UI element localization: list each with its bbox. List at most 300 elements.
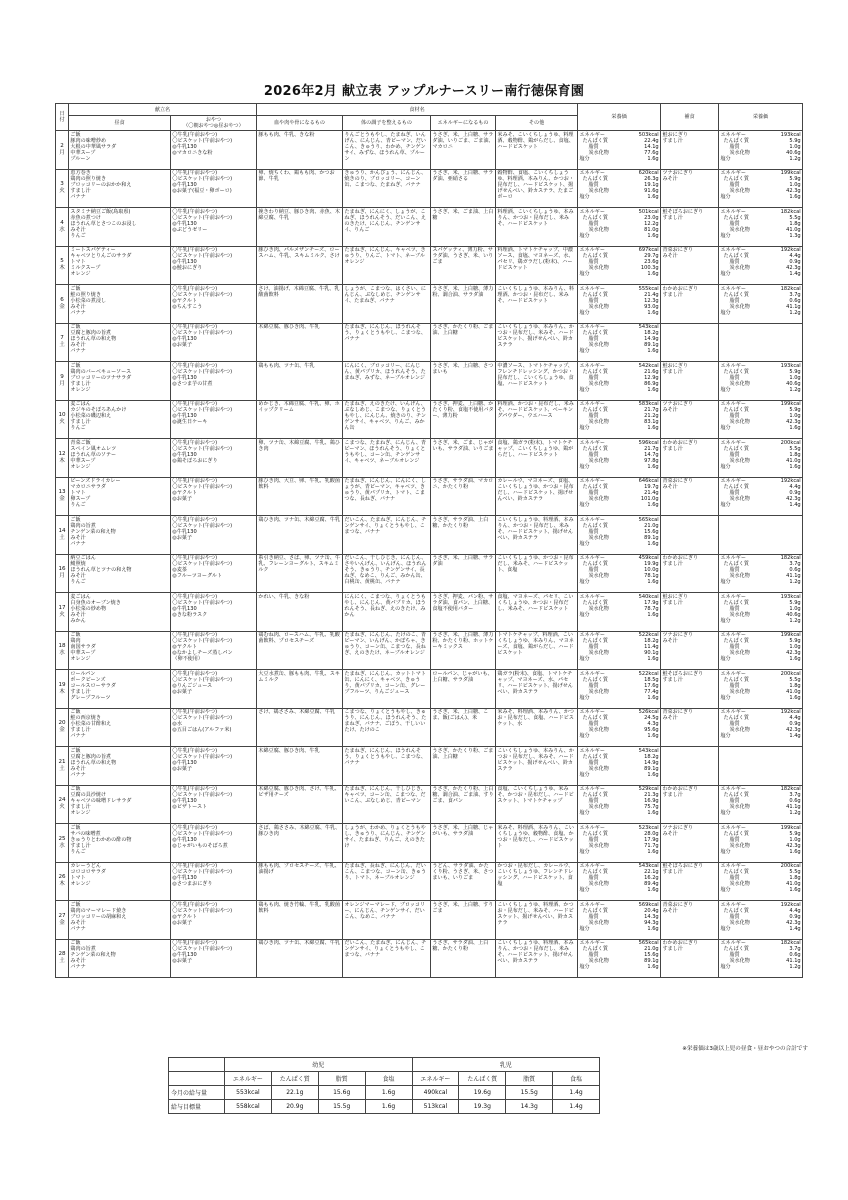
nutrition-label: 炭水化物: [588, 265, 609, 272]
snack-item: ◎牛乳130: [172, 451, 197, 458]
nutrition-value: 1.8g: [789, 682, 801, 689]
meal-item: 豆腐の具沙焼け: [70, 792, 107, 799]
nutrition-value: 21.7g: [644, 445, 659, 452]
nutrition-value: 1.6g: [647, 309, 659, 316]
nutrition-value: 501kcal: [638, 208, 659, 215]
summary-col: エネルギー: [225, 1072, 272, 1086]
condition-cell: だいこん、干しひじき、にんじん、さやいんげん、いんげん、ほうれんそう、きゅうり、チンゲンサイ、長ねぎ、なめこ、りんご、みかん缶、白桃缶、黄桃缶、バナナ: [343, 554, 431, 593]
supplement-item: すまし汁: [662, 676, 683, 683]
nutrition-value: 1.6g: [647, 271, 659, 278]
nutrition-cell: [578, 285, 661, 324]
nutrition-line: [720, 926, 800, 932]
nutrition-label: たんぱく質: [723, 407, 749, 414]
nutrition-value: 182kcal: [780, 555, 801, 562]
summary-value: 14.3g: [506, 1100, 553, 1114]
blood-body-cell: さけ、油揚げ、木綿豆腐、牛乳、乳酸菌飲料: [257, 285, 343, 324]
nutrition-label: 脂質: [729, 644, 740, 651]
nutrition-line: [579, 194, 658, 200]
nutrition-value: 1.6g: [789, 463, 801, 470]
snack-item: 〇牛乳(午前おやつ): [172, 901, 218, 908]
nutrition-label: エネルギー: [579, 516, 605, 523]
nutrition-label: たんぱく質: [723, 445, 749, 452]
meal-item: バナナ: [70, 964, 86, 971]
snack-cell: [171, 246, 257, 285]
nutrition-value: 5.9g: [789, 830, 801, 837]
summary-col: 脂質: [318, 1072, 365, 1086]
meal-item: りんご: [70, 502, 86, 509]
nutrition-value: 89.1g: [644, 958, 659, 965]
nutrition-value: 1.6g: [647, 925, 659, 932]
summary-corner: [169, 1058, 225, 1072]
condition-cell: こまつな、りょくとうもやし、きゅうり、にんじん、ほうれんそう、たまねぎ、バナナ、ごぼう、干しいいたけ、たけのこ: [343, 708, 431, 747]
nutrition-label: たんぱく質: [582, 407, 608, 414]
nutrition-label: たんぱく質: [582, 869, 608, 876]
nutrition-label: たんぱく質: [582, 445, 608, 452]
day-cell: [56, 131, 69, 170]
nutrition-label: 塩分: [579, 611, 590, 618]
nutrition-value: 77.4g: [644, 688, 659, 695]
meal-cell: [69, 169, 171, 208]
nutrition-value: 459kcal: [638, 555, 659, 562]
day-cell: [56, 323, 69, 362]
nutrition-value: 12.9g: [644, 374, 659, 381]
header-energy: エネルギーになるもの: [431, 116, 496, 131]
nutrition-label: たんぱく質: [582, 522, 608, 529]
nutrition-value: 646kcal: [638, 478, 659, 485]
nutrition-label: 塩分: [720, 733, 731, 740]
nutrition-value: 100.3g: [640, 265, 659, 272]
nutrition-value: 17.9g: [644, 599, 659, 606]
day-number: 17: [58, 604, 66, 611]
nutrition-line: [720, 733, 800, 739]
energy-cell: うさぎ、かたくり粉、ごま油、上白糖: [431, 747, 496, 786]
nutrition-label: 炭水化物: [588, 342, 609, 349]
meal-item: 麦ごはん: [70, 593, 91, 600]
nutrition-value: 1.4g: [789, 925, 801, 932]
summary-value: 553kcal: [225, 1086, 272, 1100]
snack-item: ◎さつまおにぎり: [172, 881, 213, 888]
nutrition-label: 炭水化物: [729, 958, 750, 965]
snack-item: ◎お菓子: [172, 765, 193, 772]
snack-cell: [171, 131, 257, 170]
day-weekday: 水: [59, 650, 65, 657]
snack-item: ◎ピザトースト: [172, 804, 208, 811]
snack-item: ◎牛乳130: [172, 836, 197, 843]
blood-body-cell: 木綿豆腐、豚ひき肉、さけ、牛乳、ピザ用チーズ: [257, 785, 343, 824]
meal-item: マカロニサラダ: [70, 484, 106, 491]
menu-row: [56, 400, 803, 439]
nutrition-value: 78.7g: [644, 605, 659, 612]
condition-cell: こまつな、たまねぎ、にんじん、青ピーマン、ほうれんそう、りょくとうもやし、コーン缶、チンゲンサイ、キャベツ、ネーブルオレンジ: [343, 439, 431, 478]
meal-item: すまし汁: [70, 419, 91, 426]
nutrition-value: 1.4g: [789, 502, 801, 509]
supplement-item: 青菜おにぎり: [662, 478, 694, 485]
supplement-item: すまし汁: [662, 445, 683, 452]
nutrition-value: 21.0g: [644, 946, 659, 953]
nutrition-value: 1.6g: [647, 348, 659, 355]
nutrition-label: たんぱく質: [723, 214, 749, 221]
nutrition-label: 脂質: [729, 913, 740, 920]
nutrition-value: 583kcal: [638, 401, 659, 408]
nutrition-value: 1.6g: [647, 579, 659, 586]
nutrition-label: たんぱく質: [723, 291, 749, 298]
nutrition-value: 1.6g: [647, 887, 659, 894]
nutrition-cell: [578, 785, 661, 824]
nutrition-label: 炭水化物: [588, 688, 609, 695]
nutrition-value: 192kcal: [780, 478, 801, 485]
energy-cell: うさぎ、押麦、パン粉、サラダ油、食パン、上白糖、食塩不使用バター: [431, 593, 496, 632]
supplement-item: ツナおにぎり: [662, 401, 694, 408]
nutrition-value: 91.6g: [644, 188, 659, 195]
nutrition-value: 1.0g: [789, 182, 801, 189]
summary-col: たんぱく質: [459, 1072, 506, 1086]
nutrition-value: 95.6g: [644, 727, 659, 734]
supplement-nutrition-cell: [719, 169, 803, 208]
nutrition-cell: [578, 939, 661, 978]
nutrition-value: 192kcal: [780, 709, 801, 716]
supplement-item: みそ汁: [662, 253, 678, 260]
summary-col: 食塩: [553, 1072, 600, 1086]
meal-item: すまし汁: [70, 688, 91, 695]
nutrition-label: 炭水化物: [729, 650, 750, 657]
supplement-nutrition-cell: [719, 939, 803, 978]
supplement-cell: [661, 400, 719, 439]
day-cell: [56, 285, 69, 324]
nutrition-label: 炭水化物: [729, 303, 750, 310]
nutrition-label: たんぱく質: [723, 484, 749, 491]
supplement-nutrition-cell: [719, 824, 803, 863]
nutrition-label: たんぱく質: [582, 638, 608, 645]
meal-item: オレンジ: [70, 271, 91, 278]
supplement-item: すまし汁: [662, 792, 683, 799]
meal-item: みそ汁: [70, 534, 86, 541]
snack-item: 〇ビスケット(午前おやつ): [172, 599, 233, 606]
nutrition-value: 569kcal: [638, 901, 659, 908]
snack-item: 〇ビスケット(午前おやつ): [172, 561, 233, 568]
summary-col: 脂質: [506, 1072, 553, 1086]
snack-item: ◎牛乳130: [172, 182, 197, 189]
snack-cell: [171, 323, 257, 362]
nutrition-label: 炭水化物: [729, 804, 750, 811]
nutrition-label: 塩分: [579, 733, 590, 740]
meal-item: バナナ: [70, 925, 86, 932]
summary-value: 20.9g: [271, 1100, 318, 1114]
menu-row: [56, 131, 803, 170]
header-nutrition-2: 栄養価: [719, 104, 803, 131]
snack-item: ◎じゃがいものそぼろ煮: [172, 842, 228, 849]
snack-item: ◎ヤクルト: [172, 297, 198, 304]
meal-item: 麦ごはん: [70, 401, 91, 408]
nutrition-cell: [578, 131, 661, 170]
nutrition-value: 522kcal: [638, 632, 659, 639]
nutrition-value: 182kcal: [780, 285, 801, 292]
day-cell: [56, 824, 69, 863]
blood-body-cell: 糸引き納豆、さば、卵、ツナ缶、牛乳、フレーンヨーグルト、スキムミルク: [257, 554, 343, 593]
day-cell: [56, 169, 69, 208]
nutrition-value: 42.3g: [786, 419, 801, 426]
day-number: 5: [60, 258, 64, 265]
day-weekday: 火: [59, 188, 65, 195]
nutrition-value: 1.6g: [647, 611, 659, 618]
nutrition-label: 塩分: [720, 425, 731, 432]
meal-item: ほうれん草の和え物: [70, 759, 117, 766]
nutrition-label: 塩分: [720, 502, 731, 509]
nutrition-label: たんぱく質: [582, 561, 608, 568]
nutrition-value: 22.4g: [644, 137, 659, 144]
day-cell: [56, 862, 69, 901]
nutrition-value: 86.9g: [644, 380, 659, 387]
supplement-cell: [661, 554, 719, 593]
nutrition-label: 炭水化物: [588, 496, 609, 503]
other-cell: 料理酒、こいくちしょうゆ、本みりん、かつお・昆布だし、米みそ、ハードビスケット: [496, 208, 578, 247]
nutrition-label: 脂質: [729, 374, 740, 381]
menu-row: [56, 439, 803, 478]
nutrition-label: 炭水化物: [729, 419, 750, 426]
meal-item: 小松菜の煮浸し: [70, 297, 107, 304]
nutrition-value: 199kcal: [780, 170, 801, 177]
nutrition-value: 1.0g: [789, 644, 801, 651]
snack-item: 〇ビスケット(午前おやつ): [172, 484, 233, 491]
nutrition-value: 4.4g: [789, 715, 801, 722]
snack-item: 〇牛乳(午前おやつ): [172, 170, 218, 177]
other-cell: 鶏ガラ(粉末)、食塩、トマトケチャップ、マヨネーズ、水、パセリ、ハードビスケット、揚げせんべい、鈴カステラ: [496, 670, 578, 709]
nutrition-value: 182kcal: [780, 786, 801, 793]
snack-item: ◎ヤクルト: [172, 644, 198, 651]
nutrition-label: エネルギー: [720, 362, 746, 369]
other-cell: こいくちしょうゆ、本みりん、かつお・昆布だし、米みそ、ハードビスケット、揚げせんべい、鈴カステラ: [496, 323, 578, 362]
nutrition-label: エネルギー: [579, 632, 605, 639]
nutrition-label: エネルギー: [720, 786, 746, 793]
nutrition-label: 塩分: [579, 463, 590, 470]
header-snack: [171, 116, 257, 131]
meal-item: 小松菜の甘酢和え: [70, 721, 112, 728]
meal-item: みそ汁: [70, 919, 86, 926]
supplement-cell: [661, 862, 719, 901]
nutrition-value: 565kcal: [638, 516, 659, 523]
nutrition-label: 炭水化物: [588, 534, 609, 541]
nutrition-line: [579, 579, 658, 585]
nutrition-cell: [578, 516, 661, 555]
nutrition-value: 1.6g: [789, 694, 801, 701]
meal-item: ポークビーンズ: [70, 676, 106, 683]
nutrition-label: たんぱく質: [723, 599, 749, 606]
nutrition-value: 41.1g: [786, 303, 801, 310]
nutrition-label: エネルギー: [720, 170, 746, 177]
condition-cell: たまねぎ、にんじん、にんにく、しょうが、青ピーマン、キャベツ、きゅうり、黄パプリカ、トマト、こまつな、長ねぎ、バナナ: [343, 477, 431, 516]
supplement-item: 鮭おにぎり: [662, 593, 688, 600]
nutrition-value: 42.3g: [786, 496, 801, 503]
nutrition-label: 塩分: [579, 887, 590, 894]
nutrition-value: 523kcal: [638, 824, 659, 831]
nutrition-value: 14.9g: [644, 336, 659, 343]
nutrition-label: たんぱく質: [582, 253, 608, 260]
nutrition-value: 5.5g: [789, 869, 801, 876]
meal-item: みそ汁: [70, 573, 86, 580]
snack-item: ◎牛乳130: [172, 605, 197, 612]
nutrition-label: エネルギー: [579, 170, 605, 177]
supplement-cell: [661, 670, 719, 709]
nutrition-label: 炭水化物: [588, 881, 609, 888]
nutrition-line: [579, 541, 658, 547]
supplement-nutrition-cell: [719, 208, 803, 247]
snack-cell: [171, 169, 257, 208]
meal-item: バナナ: [70, 194, 86, 201]
nutrition-value: 3.7g: [789, 946, 801, 953]
nutrition-value: 89.4g: [644, 881, 659, 888]
nutrition-label: エネルギー: [720, 208, 746, 215]
condition-cell: だいこん、たまねぎ、にんじん、チンゲンサイ、りょくとうもやし、こまつな、バナナ: [343, 939, 431, 978]
supplement-nutrition-cell: [719, 477, 803, 516]
day-number: 25: [58, 835, 66, 842]
nutrition-value: 1.0g: [789, 605, 801, 612]
nutrition-label: 塩分: [720, 656, 731, 663]
nutrition-value: 15.6g: [644, 952, 659, 959]
blood-body-cell: 鶏ひき肉、ツナ缶、木綿豆腐、牛乳: [257, 516, 343, 555]
nutrition-label: エネルギー: [720, 131, 746, 138]
day-number: 9: [60, 373, 64, 380]
menu-row: [56, 670, 803, 709]
nutrition-value: 26.3g: [644, 176, 659, 183]
nutrition-value: 0.9g: [789, 259, 801, 266]
nutrition-label: 炭水化物: [729, 919, 750, 926]
meal-item: コールスローサラダ: [70, 682, 116, 689]
meal-item: 小松菜の炒め物: [70, 605, 107, 612]
nutrition-value: 77.6g: [644, 149, 659, 156]
nutrition-line: [720, 464, 800, 470]
nutrition-label: 脂質: [729, 182, 740, 189]
nutrition-value: 5.5g: [789, 214, 801, 221]
blood-body-cell: 鶏もも肉、ツナ缶、牛乳: [257, 362, 343, 401]
nutrition-value: 21.4g: [644, 490, 659, 497]
snack-item: ◎牛乳130: [172, 528, 197, 535]
day-cell: [56, 593, 69, 632]
meal-item: ほうれん草の和え物: [70, 336, 117, 343]
snack-item: 〇牛乳(午前おやつ): [172, 786, 218, 793]
nutrition-value: 23.6g: [644, 259, 659, 266]
nutrition-value: 1.6g: [647, 155, 659, 162]
summary-value: 1.6g: [365, 1086, 412, 1100]
meal-item: 納豆ごはん: [70, 555, 96, 562]
snack-item: ◎牛乳130: [172, 336, 197, 343]
meal-item: トマト: [70, 259, 86, 266]
supplement-item: わかめおにぎり: [662, 285, 699, 292]
nutrition-cell: [578, 323, 661, 362]
blood-body-cell: 鶏もも肉、焼き竹輪、牛乳、乳酸菌飲料: [257, 901, 343, 940]
meal-item: トマト: [70, 875, 86, 882]
meal-item: グレープフルーツ: [70, 694, 111, 701]
nutrition-value: 5.5g: [789, 676, 801, 683]
nutrition-value: 1.6g: [647, 386, 659, 393]
day-weekday: 月: [59, 149, 65, 156]
summary-value: 1.4g: [553, 1086, 600, 1100]
nutrition-value: 192kcal: [780, 247, 801, 254]
menu-row: [56, 285, 803, 324]
supplement-nutrition-cell: [719, 246, 803, 285]
day-weekday: 金: [59, 303, 65, 310]
snack-item: 〇牛乳(午前おやつ): [172, 516, 218, 523]
supplement-cell: [661, 747, 719, 786]
nutrition-label: 炭水化物: [588, 419, 609, 426]
condition-cell: だいこん、たまねぎ、にんじん、チンゲンサイ、りょくとうもやし、こまつな、バナナ: [343, 516, 431, 555]
nutrition-value: 1.6g: [647, 656, 659, 663]
summary-table: [168, 1057, 600, 1114]
day-weekday: 金: [59, 919, 65, 926]
snack-item: 〇牛乳(午前おやつ): [172, 324, 218, 331]
nutrition-value: 1.2g: [789, 579, 801, 586]
nutrition-value: 540kcal: [638, 593, 659, 600]
nutrition-value: 21.3g: [644, 792, 659, 799]
nutrition-value: 1.6g: [789, 848, 801, 855]
nutrition-value: 12.3g: [644, 297, 659, 304]
blood-body-cell: 挽きわり納豆、豚ひき肉、赤魚、木綿豆腐、牛乳: [257, 208, 343, 247]
nutrition-value: 42.3g: [786, 188, 801, 195]
snack-item: 〇牛乳(午前おやつ): [172, 593, 218, 600]
supplement-cell: [661, 477, 719, 516]
nutrition-value: 41.1g: [786, 573, 801, 580]
energy-cell: うさぎ、押麦、上白糖、かたくり粉、食塩不使用バター、薄力粉: [431, 400, 496, 439]
meal-item: 鶏肉の旨煮: [70, 522, 96, 529]
meal-item: ご飯: [70, 824, 81, 831]
snack-cell: [171, 593, 257, 632]
snack-item: 〇牛乳(午前おやつ): [172, 632, 218, 639]
menu-row: [56, 593, 803, 632]
meal-item: 豆腐と豚肉の旨煮: [70, 753, 112, 760]
day-cell: [56, 631, 69, 670]
nutrition-value: 29.7g: [644, 253, 659, 260]
nutrition-value: 19.1g: [644, 182, 659, 189]
nutrition-label: 脂質: [588, 913, 599, 920]
supplement-nutrition-cell: [719, 323, 803, 362]
snack-item: 〇牛乳(午前おやつ): [172, 439, 218, 446]
meal-cell: [69, 246, 171, 285]
meal-cell: [69, 285, 171, 324]
nutrition-line: [579, 926, 658, 932]
menu-row: [56, 939, 803, 978]
snack-item: 〇牛乳(午前おやつ): [172, 555, 218, 562]
nutrition-label: 炭水化物: [729, 573, 750, 580]
menu-row: [56, 516, 803, 555]
nutrition-label: エネルギー: [720, 439, 746, 446]
nutrition-value: 0.6g: [789, 952, 801, 959]
nutrition-label: 塩分: [720, 194, 731, 201]
supplement-cell: [661, 785, 719, 824]
condition-cell: にんにく、ブロッコリー、にんじん、黄パプリカ、ほうれんそう、たまねぎ、みずな、ネーブルオレンジ: [343, 362, 431, 401]
nutrition-value: 1.2g: [789, 309, 801, 316]
other-cell: こいくちしょうゆ、料理酒、かつお・昆布だし、米みそ、ハードビスケット、揚げせんべい、鈴カステラ: [496, 901, 578, 940]
meal-item: スタミナ納豆ご飯(鳥取県): [70, 208, 131, 215]
nutrition-label: エネルギー: [579, 362, 605, 369]
nutrition-value: 1.6g: [647, 194, 659, 201]
snack-cell: [171, 631, 257, 670]
summary-value: 15.5g: [318, 1100, 365, 1114]
menu-row: [56, 901, 803, 940]
nutrition-value: 16.9g: [644, 798, 659, 805]
meal-item: みそ汁: [70, 342, 86, 349]
header-other: その他: [496, 116, 578, 131]
supplement-item: わかめおにぎり: [662, 555, 699, 562]
supplement-nutrition-cell: [719, 708, 803, 747]
nutrition-value: 1.2g: [789, 386, 801, 393]
other-cell: こいくちしょうゆ、料理酒、本みりん、かつお・昆布だし、米みそ、ハードビスケット、揚げせんべい、鈴カステラ: [496, 516, 578, 555]
nutrition-cell: [578, 747, 661, 786]
nutrition-line: [720, 194, 800, 200]
header-condition: 体の調子を整えるもの: [343, 116, 431, 131]
day-weekday: 火: [59, 804, 65, 811]
nutrition-label: たんぱく質: [723, 907, 749, 914]
meal-item: 鶏肉の旨煮: [70, 946, 96, 953]
other-cell: こいくちしょうゆ、本みりん、かつお・昆布だし、米みそ、ハードビスケット、揚げせんべい、鈴カステラ: [496, 747, 578, 786]
nutrition-line: [579, 849, 658, 855]
